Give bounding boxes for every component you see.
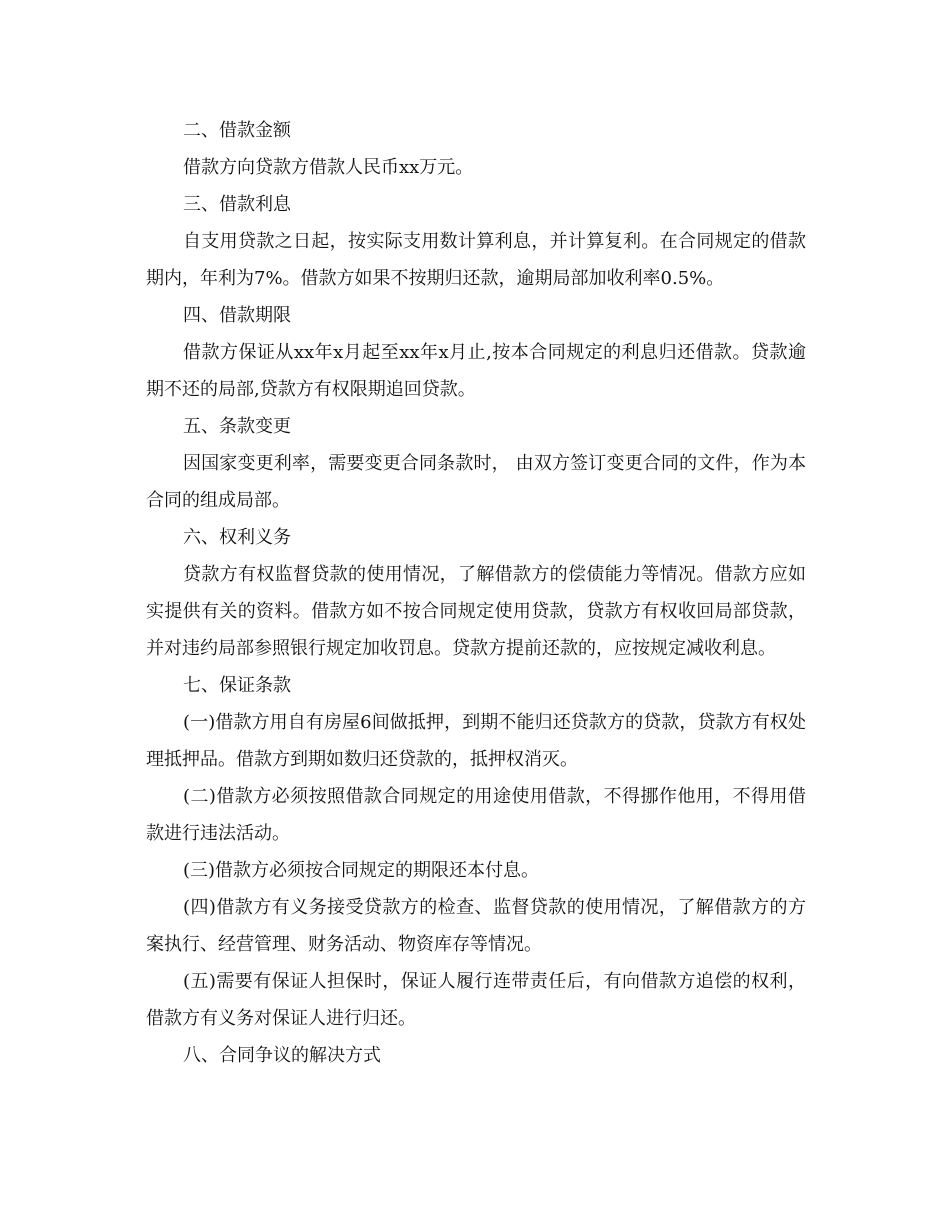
- section-heading-guarantee-terms: 七、保证条款: [183, 675, 291, 696]
- paragraph-loan-amount: 借款方向贷款方借款人民币xx万元。: [183, 157, 474, 178]
- paragraph-loan-interest: 自支用贷款之日起，按实际支用数计算利息，并计算复利。在合同规定的借款期内，年利为7%。借款方如果不按期归还款，逾期局部加收利率0.5%。: [146, 231, 806, 289]
- paragraph-guarantee-3: (三)借款方必须按合同规定的期限还本付息。: [183, 860, 540, 881]
- paragraph-loan-term: 借款方保证从xx年x月起至xx年x月止,按本合同规定的利息归还借款。贷款逾期不还的局部,贷款方有权限期追回贷款。: [146, 342, 806, 400]
- section-heading-dispute-resolution: 八、合同争议的解决方式: [183, 1045, 381, 1066]
- paragraph-rights-obligations: 贷款方有权监督贷款的使用情况，了解借款方的偿债能力等情况。借款方应如实提供有关的资料。借款方如不按合同规定使用贷款，贷款方有权收回局部贷款，并对违约局部参照银行规定加收罚息。贷款方提前还款的，应按规定减收利息。: [146, 564, 806, 659]
- paragraph-guarantee-1: (一)借款方用自有房屋6间做抵押，到期不能归还贷款方的贷款，贷款方有权处理抵押品。借款方到期如数归还贷款的，抵押权消灭。: [146, 712, 806, 770]
- paragraph-clause-change: 因国家变更利率，需要变更合同条款时， 由双方签订变更合同的文件，作为本合同的组成局部。: [146, 453, 806, 511]
- paragraph-guarantee-2: (二)借款方必须按照借款合同规定的用途使用借款，不得挪作他用，不得用借款进行违法活动。: [146, 786, 806, 844]
- paragraph-guarantee-4: (四)借款方有义务接受贷款方的检查、监督贷款的使用情况，了解借款方的方案执行、经营管理、财务活动、物资库存等情况。: [146, 897, 806, 955]
- section-heading-loan-amount: 二、借款金额: [183, 120, 291, 141]
- document-body: [146, 112, 806, 1074]
- section-heading-loan-interest: 三、借款利息: [183, 194, 291, 215]
- section-heading-loan-term: 四、借款期限: [183, 305, 291, 326]
- section-heading-rights-obligations: 六、权利义务: [183, 527, 291, 548]
- paragraph-guarantee-5: (五)需要有保证人担保时，保证人履行连带责任后，有向借款方追偿的权利，借款方有义务对保证人进行归还。: [146, 971, 806, 1029]
- section-heading-clause-change: 五、条款变更: [183, 416, 291, 437]
